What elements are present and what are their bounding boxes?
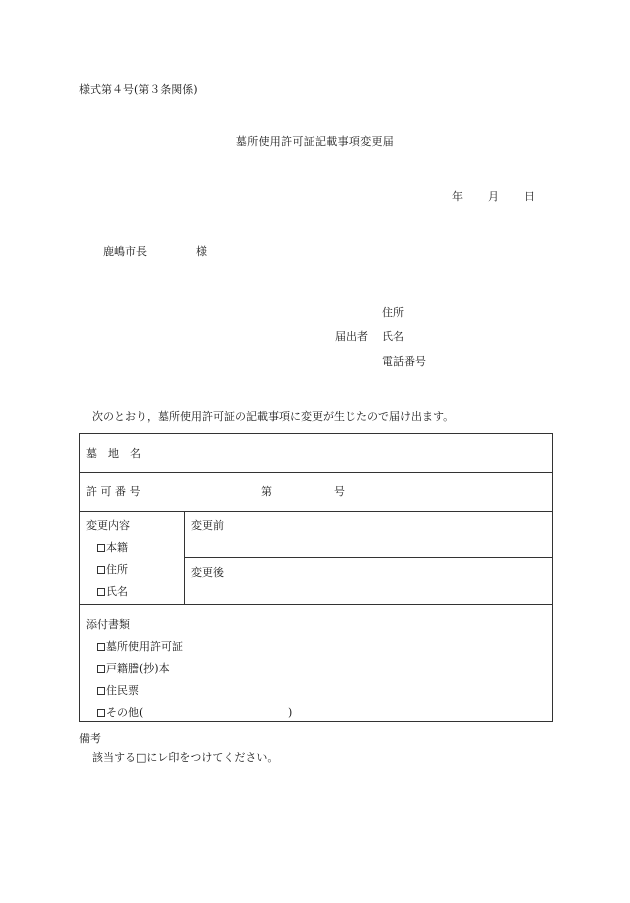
applicant-label: 届出者: [335, 330, 368, 343]
date-year-label: 年: [452, 190, 463, 203]
applicant-address-label: 住所: [382, 306, 404, 319]
table-rule: [80, 604, 552, 605]
attachments-label: 添付書類: [86, 618, 130, 631]
change-option-name[interactable]: [97, 586, 128, 597]
attachment-other-field[interactable]: [156, 703, 286, 719]
before-change-label: 変更前: [191, 519, 224, 532]
table-rule: [80, 511, 552, 512]
cemetery-name-field[interactable]: [200, 438, 546, 468]
change-option-address[interactable]: [97, 564, 128, 575]
document-title: 墓所使用許可証記載事項変更届: [235, 135, 395, 148]
date-day-label: 日: [524, 190, 535, 203]
permit-number-field[interactable]: [276, 476, 330, 506]
attachment-label: 墓所使用許可証: [106, 640, 183, 653]
attachment-label: 住民票: [106, 684, 139, 697]
checkbox-icon[interactable]: [97, 687, 105, 695]
attachment-label: 戸籍謄(抄)本: [106, 662, 170, 675]
table-rule: [184, 511, 185, 604]
addressee-honorific: 様: [196, 245, 207, 258]
applicant-name-label: 氏名: [382, 330, 404, 343]
permit-number-suffix: 号: [334, 485, 345, 498]
attachment-permit[interactable]: [97, 641, 183, 652]
change-content-label: 変更内容: [86, 519, 130, 532]
cemetery-name-label: 墓 地 名: [86, 447, 141, 460]
before-change-field[interactable]: [230, 514, 546, 554]
checkbox-icon[interactable]: [97, 665, 105, 673]
date-month-label: 月: [488, 190, 499, 203]
attachment-other-close: ): [288, 706, 293, 719]
addressee-name: 鹿嶋市長: [103, 245, 147, 258]
form-number-label: 様式第４号(第３条関係): [79, 83, 198, 96]
attachment-resident-record[interactable]: [97, 685, 139, 696]
permit-number-prefix: 第: [261, 485, 272, 498]
table-rule: [184, 557, 552, 558]
change-option-label: 氏名: [106, 585, 128, 598]
change-form-table: [79, 433, 553, 722]
after-change-field[interactable]: [230, 561, 546, 601]
change-option-label: 本籍: [106, 541, 128, 554]
attachment-other[interactable]: [97, 707, 143, 718]
intro-text: 次のとおり，墓所使用許可証の記載事項に変更が生じたので届け出ます。: [92, 410, 455, 423]
notes-heading: 備考: [79, 732, 101, 745]
checkbox-icon[interactable]: [97, 709, 105, 717]
checkbox-icon[interactable]: [97, 643, 105, 651]
after-change-label: 変更後: [191, 566, 224, 579]
notes-text: 該当する□にレ印をつけてください。: [92, 751, 279, 764]
change-option-label: 住所: [106, 563, 128, 576]
table-rule: [80, 472, 552, 473]
attachment-other-label: その他(: [106, 706, 144, 719]
change-option-honseki[interactable]: [97, 542, 128, 553]
checkbox-icon[interactable]: [97, 588, 105, 596]
checkbox-icon[interactable]: [97, 566, 105, 574]
attachment-family-register[interactable]: [97, 663, 170, 674]
checkbox-icon[interactable]: [97, 544, 105, 552]
permit-number-label: 許 可 番 号: [86, 485, 141, 498]
applicant-phone-label: 電話番号: [382, 355, 426, 368]
